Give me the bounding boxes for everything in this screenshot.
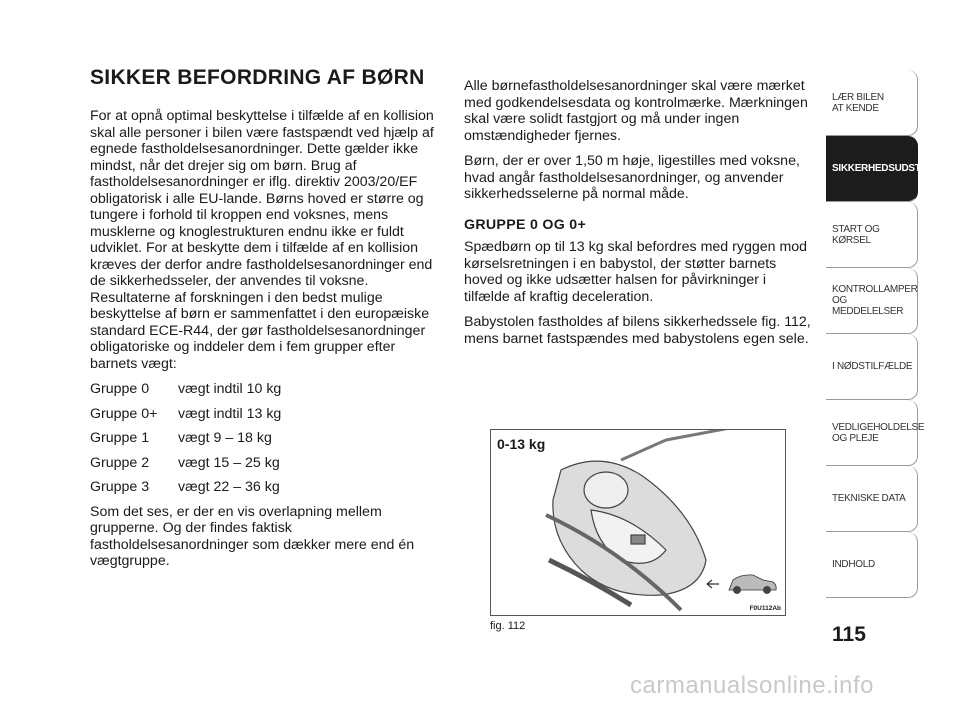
figure-caption: fig. 112 — [490, 620, 526, 632]
watermark: carmanualsonline.info — [630, 672, 874, 699]
tab-label: TEKNISKE DATA — [832, 493, 906, 504]
figure-112 — [490, 429, 786, 616]
height-paragraph: Børn, der er over 1,50 m høje, ligestilles med voksne, hvad angår fastholdelsesanordninger, og anvender sikkerhedsselerne på normal måde. — [464, 153, 800, 202]
labeling-paragraph: Alle børnefastholdelsesanordninger skal være mærket med godkendelsesdata og kontrolmærke. Mærkningen skal være solidt fastgjort og må under ingen omstændigheder fjernes. — [464, 78, 808, 144]
group-name: Gruppe 2 — [90, 454, 150, 471]
group-row — [90, 406, 442, 423]
group-name: Gruppe 3 — [90, 479, 150, 495]
figure-weight-label: 0-13 kg — [497, 436, 546, 452]
tab-start-og-korsel[interactable] — [826, 202, 918, 268]
group-name: Gruppe 0+ — [90, 405, 158, 422]
tab-label — [832, 422, 924, 444]
infant-paragraph: Spædbørn op til 13 kg skal befordres med ryggen mod kørselsretningen i en babystol, der støtter barnets hoved og ikke udsætter halsen for påvirkninger i tilfælde af kraftig deceleration. — [464, 239, 808, 305]
right-column — [464, 78, 812, 356]
group-row — [90, 381, 442, 398]
tab-label — [832, 284, 918, 317]
group-row — [90, 430, 442, 447]
direction-arrow-icon — [707, 580, 719, 588]
section-heading: GRUPPE 0 OG 0+ — [464, 216, 587, 233]
baby-seat-illustration — [491, 430, 785, 615]
group-weight: vægt indtil 13 kg — [178, 405, 282, 422]
tab-label: START OG KØRSEL — [832, 223, 880, 246]
group-weight: vægt 9 – 18 kg — [178, 430, 272, 446]
page-number: 115 — [832, 623, 866, 646]
tab-label — [832, 92, 884, 114]
tab-sikkerhedsudstyr[interactable] — [826, 136, 934, 202]
tab-label-line1: VEDLIGEHOLDELSE — [832, 421, 925, 433]
group-row — [90, 455, 442, 472]
tab-indhold[interactable] — [826, 532, 918, 598]
group-name: Gruppe 0 — [90, 381, 150, 397]
group-weight: vægt indtil 10 kg — [178, 381, 282, 397]
page-title: SIKKER BEFORDRING AF BØRN — [90, 66, 425, 89]
babyseat-paragraph: Babystolen fastholdes af bilens sikkerhedssele fig. 112, mens barnet fastspændes med babystolens egen sele. — [464, 314, 811, 347]
tab-kontrollamper[interactable] — [826, 268, 918, 334]
tab-label: INDHOLD — [832, 559, 875, 570]
tab-vedligeholdelse[interactable] — [826, 400, 925, 466]
tab-label: SIKKERHEDSUDSTYR — [832, 163, 934, 174]
figure-code: F0U112Ab — [749, 605, 781, 612]
group-list — [90, 381, 442, 496]
chapter-nav — [826, 70, 934, 598]
tab-label-line2: OG PLEJE — [832, 432, 879, 444]
group-name: Gruppe 1 — [90, 430, 150, 446]
intro-paragraph: For at opnå optimal beskyttelse i tilfælde af en kollision skal alle personer i bilen være fastspændt ved hjælp af egnede fastholdelsesanordninger. Dette gælder ikke mindst, når det drejer sig om børn. Brug af fastholdelsesanordninger er iflg. direktiv 2003/20/EF obligatorisk i alle EU-lande. Børns hoved er større og tungere i forhold til kroppen end voksnes, mens musklerne og knoglestrukturen endnu ikke er fuldt udviklet. For at beskytte dem i tilfælde af en kollision kræves der derfor andre fastholdelsesanordninger end de sikkerhedsseler, der anvendes til voksne. Resultaterne af forskningen i den bedst mulige beskyttelse af børn er sammenfattet i den europæiske standard ECE-R44, der gør fastholdelsesanordninger obligatoriske og inddeler dem i fem grupper efter barnets vægt: — [90, 108, 434, 372]
group-weight: vægt 15 – 25 kg — [178, 454, 280, 471]
tab-tekniske-data[interactable] — [826, 466, 918, 532]
tab-i-nodstilfaelde[interactable] — [826, 334, 918, 400]
left-column — [90, 108, 442, 579]
tab-label: I NØDSTILFÆLDE — [832, 361, 913, 372]
tab-label-line2: OG MEDDELELSER — [832, 295, 904, 317]
group-row — [90, 479, 442, 496]
tab-label-line1: KONTROLLAMPER — [832, 284, 918, 295]
tab-laer-bilen-at-kende[interactable] — [826, 70, 918, 136]
tab-label-line2: AT KENDE — [832, 102, 879, 114]
car-icon — [729, 575, 776, 594]
tab-label-line1: LÆR BILEN — [832, 91, 884, 103]
group-weight: vægt 22 – 36 kg — [178, 479, 280, 495]
outro-paragraph: Som det ses, er der en vis overlapning mellem grupperne. Og der findes faktisk fastholdelsesanordninger som dækker mere end én vægtgruppe. — [90, 503, 415, 569]
